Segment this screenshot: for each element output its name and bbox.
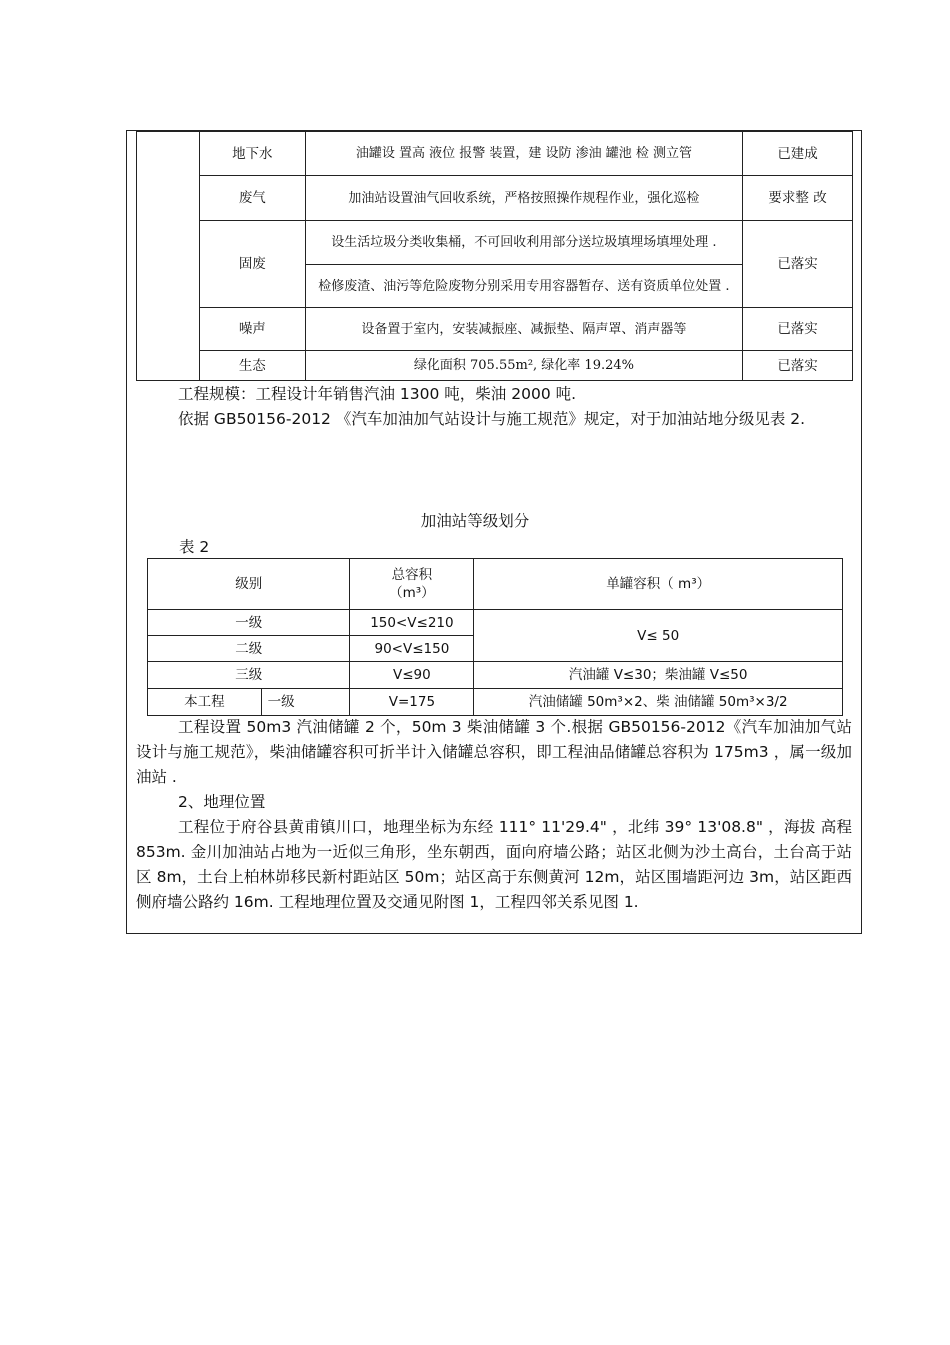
scale-paragraphs [136, 382, 852, 432]
total-cell: 150<V≤210 [350, 610, 474, 636]
blank-category-cell [137, 132, 200, 381]
item-cell: 地下水 [199, 132, 305, 176]
table-row [137, 132, 853, 176]
table-row [137, 176, 853, 221]
measure-cell: 加油站设置油气回收系统，严格按照操作规程作业，强化巡检 [305, 176, 742, 221]
level-cell: 二级 [148, 636, 350, 662]
header-level: 级别 [148, 559, 350, 610]
table-row [148, 610, 843, 636]
measure-cell: 检修废渣、油污等危险废物分别采用专用容器暂存、送有资质单位处置 . [305, 265, 742, 308]
total-cell: 90<V≤150 [350, 636, 474, 662]
measure-cell: 绿化面积 705.55m², 绿化率 19.24% [305, 351, 742, 381]
table-row [137, 221, 853, 265]
setup-paragraph: 工程设置 50m3 汽油储罐 2 个，50m 3 柴油储罐 3 个.根据 GB50156-2012《汽车加油加气站设计与施工规范》，柴油储罐容积可折半计入储罐总容积，即工程油品储罐总容积为 175m3 ，属一级加油站 . [136, 718, 852, 786]
level-cell: 一级 [148, 610, 350, 636]
item-cell: 噪声 [199, 308, 305, 351]
grade-table [147, 558, 843, 716]
table-label: 表 2 [179, 538, 210, 556]
level-cell: 三级 [148, 662, 350, 689]
project-label-cell: 本工程 [148, 689, 262, 716]
table-caption: 加油站等级划分 [420, 512, 530, 530]
table-row [148, 689, 843, 716]
status-cell: 已落实 [743, 221, 853, 308]
table-header-row [148, 559, 843, 610]
location-paragraph: 工程位于府谷县黄甫镇川口，地理坐标为东经 111° 11'29.4" ，北纬 39° 13'08.8" ，海拔 高程 853m. 金川加油站占地为一近似三角形，坐东朝西，面向府墙公路；站区北侧为沙土高台，土台高于站区 8m，土台上柏林峁移民新村距站区 50m；站区高于东侧黄河 12m，站区围墙距河边 3m，站区距西侧府墙公路约 16m. 工程地理位置及交通见附图 1，工程四邻关系见图 1. [136, 818, 852, 911]
single-cell: V≤ 50 [474, 610, 843, 662]
status-cell: 要求整 改 [743, 176, 853, 221]
single-cell: 汽油罐 V≤30；柴油罐 V≤50 [474, 662, 843, 689]
item-cell: 固废 [199, 221, 305, 308]
basis-paragraph: 依据 GB50156-2012 《汽车加油加气站设计与施工规范》规定，对于加油站地分级见表 2. [178, 410, 806, 428]
measure-cell: 设生活垃圾分类收集桶，不可回收利用部分送垃圾填埋场填埋处理 . [305, 221, 742, 265]
scale-paragraph: 工程规模：工程设计年销售汽油 1300 吨，柴油 2000 吨. [178, 385, 577, 403]
total-cell: V≤90 [350, 662, 474, 689]
status-cell: 已落实 [743, 351, 853, 381]
table-row [137, 308, 853, 351]
section-heading: 2、地理位置 [178, 793, 266, 811]
item-cell: 生态 [199, 351, 305, 381]
measures-table [136, 131, 853, 381]
status-cell: 已建成 [743, 132, 853, 176]
table-row [148, 662, 843, 689]
project-single-cell: 汽油储罐 50m³×2、柴 油储罐 50m³×3/2 [474, 689, 843, 716]
header-single: 单罐容积（ m³） [474, 559, 843, 610]
table-row [137, 351, 853, 381]
location-paragraphs [136, 715, 852, 915]
measure-cell: 设备置于室内，安装减振座、减振垫、隔声罩、消声器等 [305, 308, 742, 351]
status-cell: 已落实 [743, 308, 853, 351]
item-cell: 废气 [199, 176, 305, 221]
header-total: 总容积（m³） [350, 559, 474, 610]
project-level-cell: 一级 [261, 689, 350, 716]
measure-cell: 油罐设 置高 液位 报警 装置，建 设防 渗油 罐池 检 测立管 [305, 132, 742, 176]
project-total-cell: V=175 [350, 689, 474, 716]
